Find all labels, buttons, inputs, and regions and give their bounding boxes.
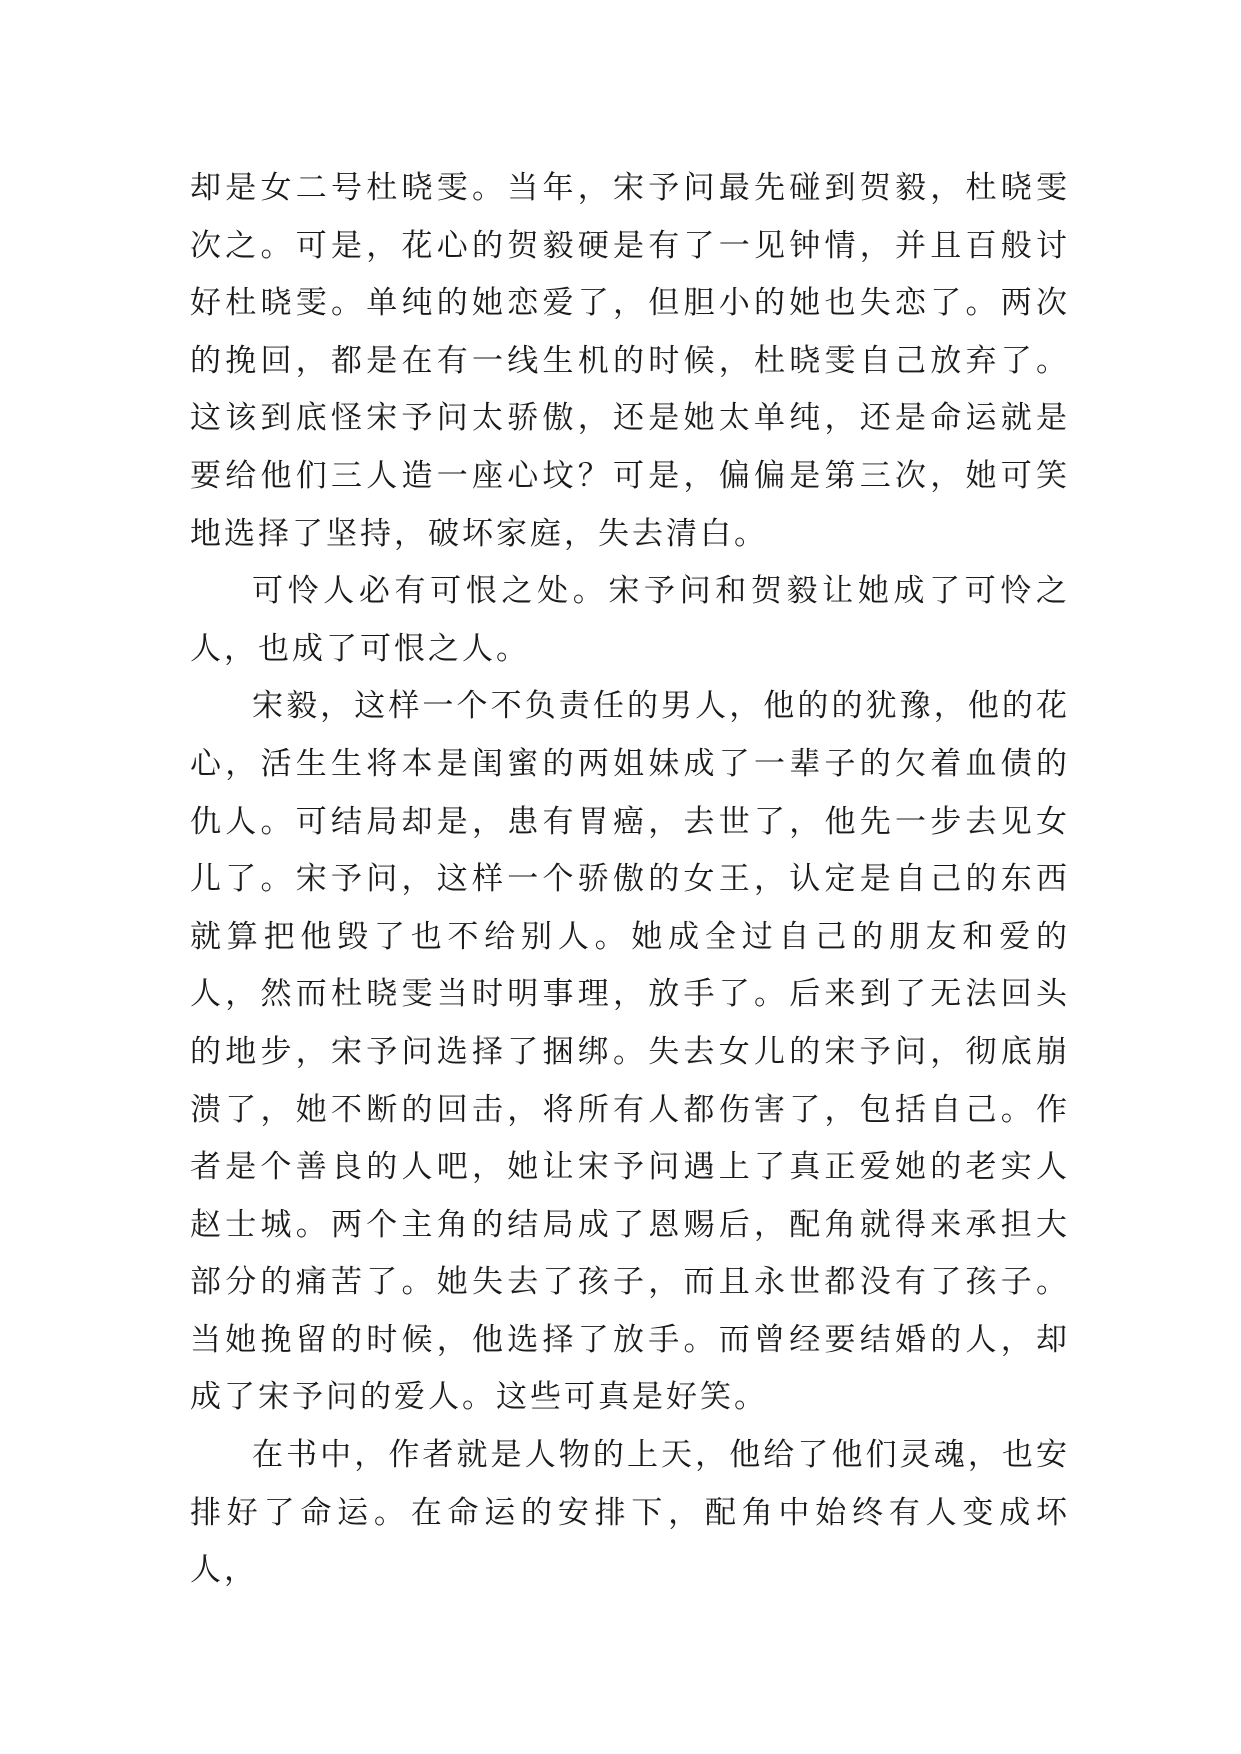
paragraph-1: 却是女二号杜晓雯。当年，宋予问最先碰到贺毅，杜晓雯次之。可是，花心的贺毅硬是有了一见钟情，并且百般讨好杜晓雯。单纯的她恋爱了，但胆小的她也失恋了。两次的挽回，都是在有一线生机的时候，杜晓雯自己放弃了。这该到底怪宋予问太骄傲，还是她太单纯，还是命运就是要给他们三人造一座心坟？可是，偏偏是第三次，她可笑地选择了坚持，破坏家庭，失去清白。	[190, 170, 1070, 552]
paragraph-3: 宋毅，这样一个不负责任的男人，他的的犹豫，他的花心，活生生将本是闺蜜的两姐妹成了一辈子的欠着血债的仇人。可结局却是，患有胃癌，去世了，他先一步去见女儿了。宋予问，这样一个骄傲的女王，认定是自己的东西就算把他毁了也不给别人。她成全过自己的朋友和爱的人，然而杜晓雯当时明事理，放手了。后来到了无法回头的地步，宋予问选择了捆绑。失去女儿的宋予问，彻底崩溃了，她不断的回击，将所有人都伤害了，包括自己。作者是个善良的人吧，她让宋予问遇上了真正爱她的老实人赵士城。两个主角的结局成了恩赐后，配角就得来承担大部分的痛苦了。她失去了孩子，而且永世都没有了孩子。当她挽留的时候，他选择了放手。而曾经要结婚的人，却成了宋予问的爱人。这些可真是好笑。	[190, 688, 1070, 1416]
paragraph-4: 在书中，作者就是人物的上天，他给了他们灵魂，也安排好了命运。在命运的安排下，配角中始终有人变成坏人，	[190, 1437, 1070, 1589]
paragraph-2: 可怜人必有可恨之处。宋予问和贺毅让她成了可怜之人，也成了可恨之人。	[190, 573, 1070, 667]
document-page	[190, 160, 1070, 1600]
